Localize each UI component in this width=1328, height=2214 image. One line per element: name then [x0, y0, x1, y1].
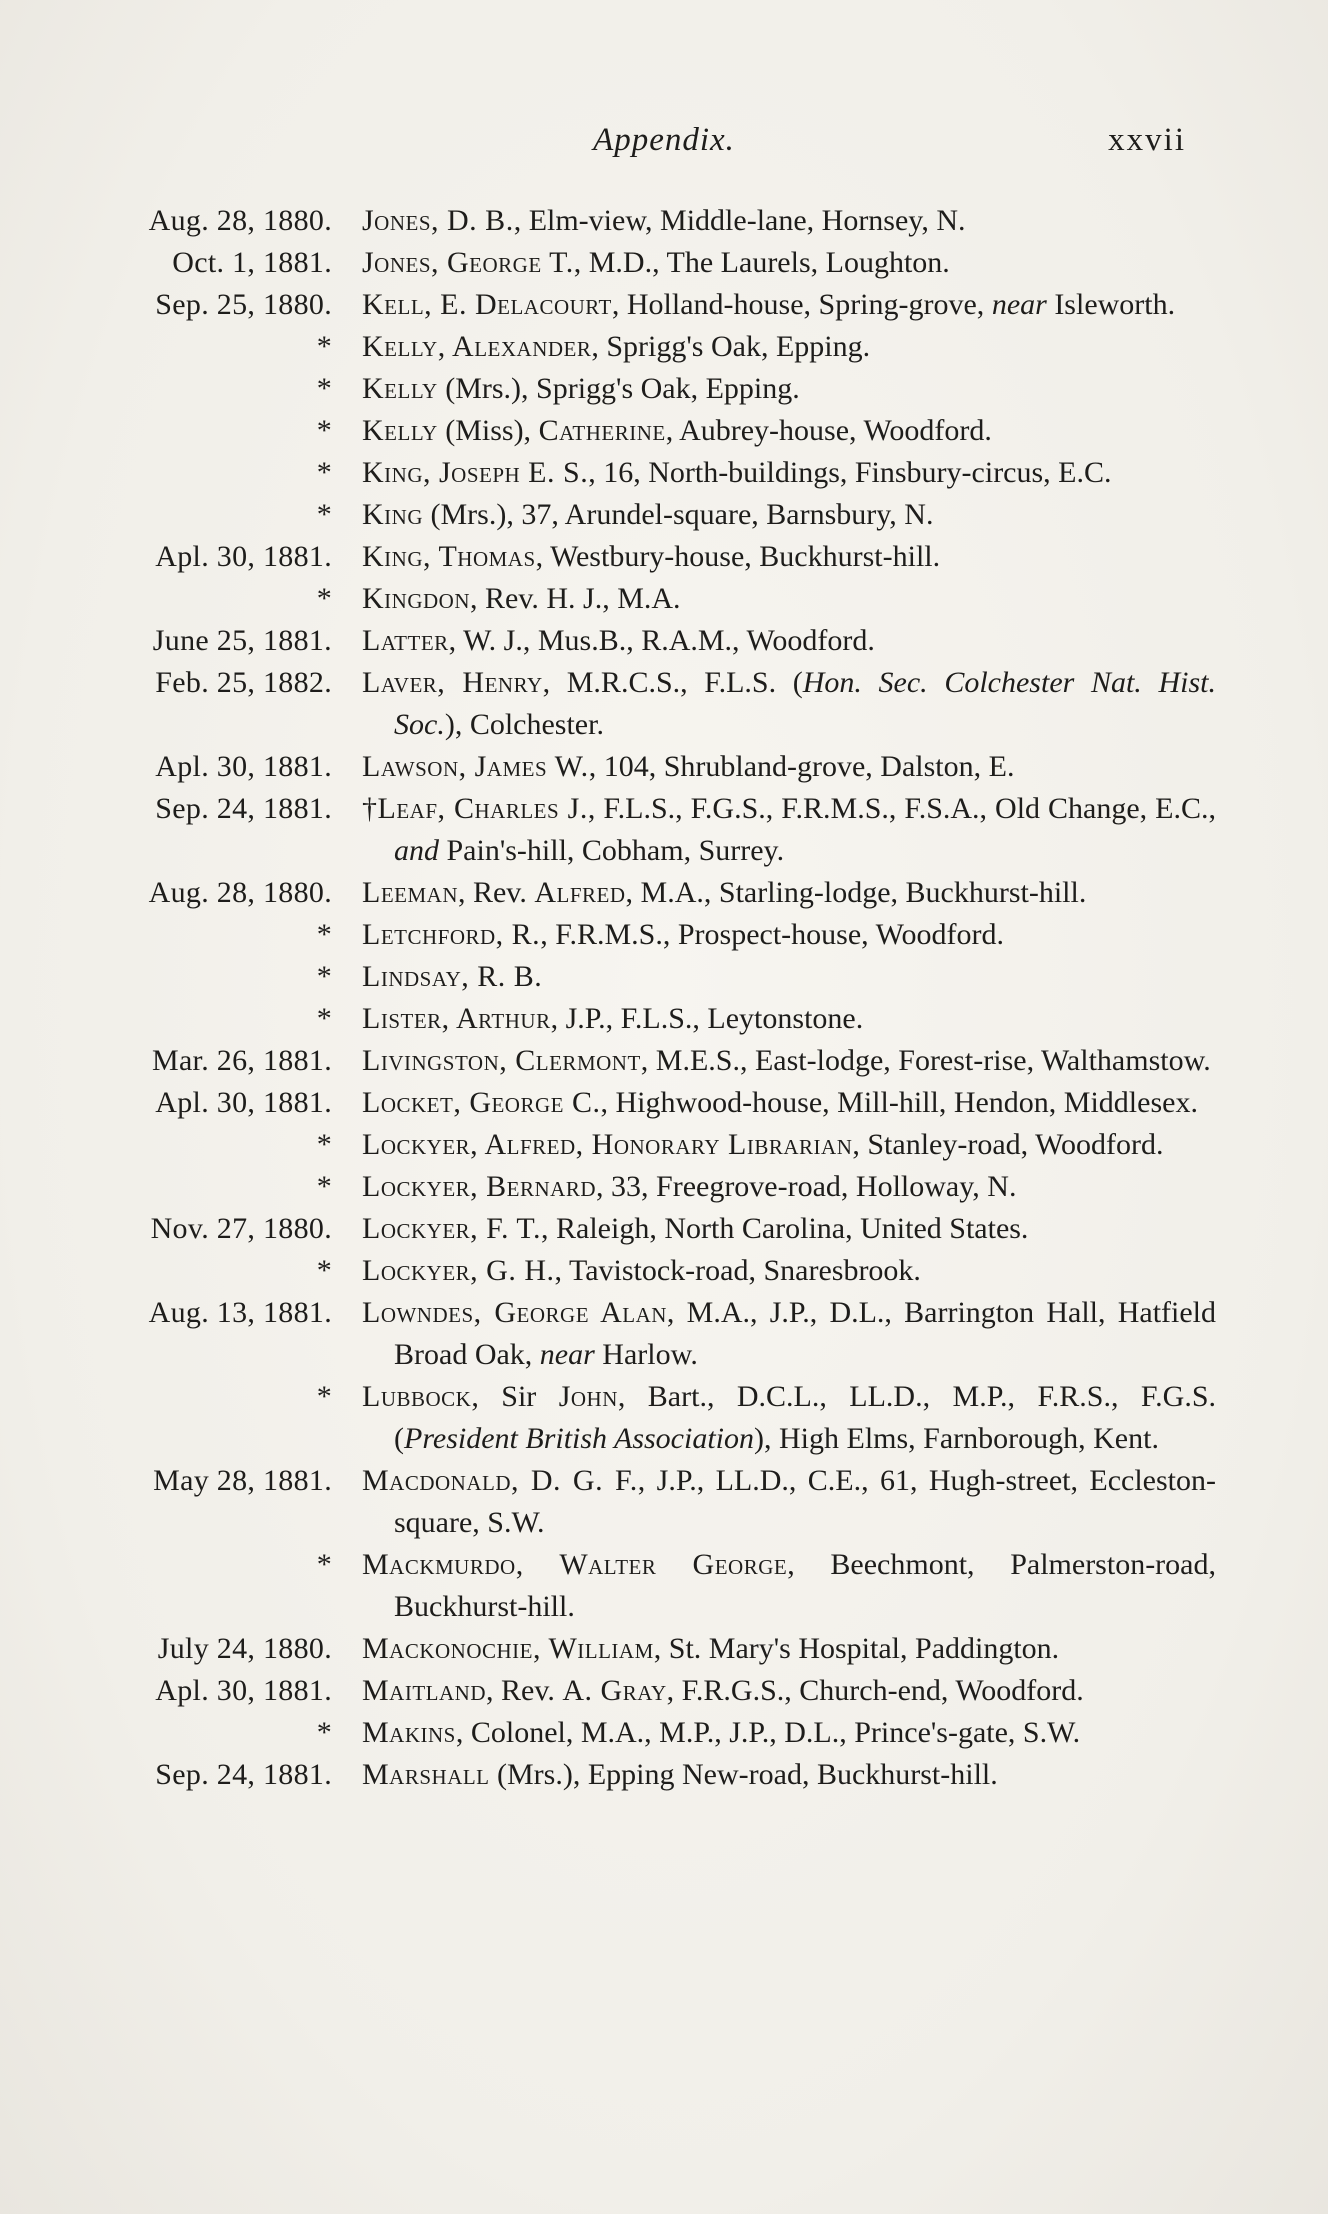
- entry-text: , Tavistock-road, Snaresbrook.: [554, 1254, 921, 1287]
- italic-text: near: [991, 288, 1047, 321]
- member-details: [362, 1754, 1216, 1796]
- member-entry: [0, 1166, 1328, 1208]
- election-date: *: [316, 918, 332, 951]
- election-date: Aug. 28, 1880.: [148, 876, 332, 909]
- member-details: [362, 1712, 1216, 1754]
- member-details: [362, 1082, 1216, 1124]
- entry-text: , Elm-view, Middle-lane, Hornsey, N.: [513, 204, 966, 237]
- member-name: Kingdon: [362, 582, 470, 615]
- member-entry: [0, 872, 1328, 914]
- entry-text: , 16, North-buildings, Finsbury-circus, E.C.: [588, 456, 1112, 489]
- member-name: Mackonochie, William: [362, 1632, 654, 1665]
- member-entry: [0, 1124, 1328, 1166]
- entry-text: , Rev.: [457, 876, 535, 909]
- member-entry: [0, 1460, 1328, 1544]
- member-entry: [0, 284, 1328, 326]
- election-date: *: [316, 1716, 332, 1749]
- entry-text: , Stanley-road, Woodford.: [852, 1128, 1164, 1161]
- member-name: Kelly, Alexander: [362, 330, 592, 363]
- member-entry: [0, 578, 1328, 620]
- member-name: Lockyer, G. H.: [362, 1254, 555, 1287]
- entry-text: ), High Elms, Farnborough, Kent.: [754, 1422, 1159, 1455]
- election-date: Aug. 28, 1880.: [148, 204, 332, 237]
- election-date: *: [316, 1380, 332, 1413]
- election-date: Sep. 25, 1880.: [155, 288, 332, 321]
- page-number: xxvii: [1108, 122, 1186, 158]
- entry-text: , Westbury-house, Buckhurst-hill.: [535, 540, 941, 573]
- member-entry: [0, 452, 1328, 494]
- member-entry: [0, 1712, 1328, 1754]
- member-name: Locket, George C.: [362, 1086, 601, 1119]
- entry-text: , Aubrey-house, Woodford.: [665, 414, 992, 447]
- member-details: [362, 1124, 1216, 1166]
- entry-text: Pain's-hill, Cobham, Surrey.: [439, 834, 785, 867]
- entry-text: (Mrs.), Sprigg's Oak, Epping.: [437, 372, 800, 405]
- election-date: *: [316, 1002, 332, 1035]
- entry-text: , M.E.S., East-lodge, Forest-rise, Walthamstow.: [640, 1044, 1211, 1077]
- election-date: Apl. 30, 1881.: [155, 1086, 332, 1119]
- member-entry: [0, 1544, 1328, 1628]
- election-date: Aug. 13, 1881.: [148, 1296, 332, 1329]
- member-details: [362, 662, 1216, 746]
- italic-text: President British Association: [404, 1422, 754, 1455]
- entry-text: , F.R.M.S., Prospect-house, Woodford.: [540, 918, 1004, 951]
- member-name: Alfred: [534, 876, 626, 909]
- member-entry: [0, 368, 1328, 410]
- entry-text: †: [362, 792, 378, 825]
- member-name: Leaf, Charles J.: [377, 792, 588, 825]
- member-details: [362, 1166, 1216, 1208]
- member-details: [362, 914, 1216, 956]
- member-details: [362, 578, 1216, 620]
- entry-text: , Rev. H. J., M.A.: [470, 582, 681, 615]
- member-name: Lockyer, Bernard: [362, 1170, 597, 1203]
- entry-text: ), Colchester.: [444, 708, 604, 741]
- entry-text: , Beechmont, Palmerston-road, Buckhurst-hill.: [394, 1548, 1216, 1623]
- member-name: Kelly: [362, 414, 438, 447]
- member-name: Lockyer, F. T.: [362, 1212, 542, 1245]
- member-details: [362, 284, 1216, 326]
- entry-text: Harlow.: [594, 1338, 698, 1371]
- member-name: Lister, Arthur: [362, 1002, 551, 1035]
- member-entry: [0, 662, 1328, 746]
- member-name: Lockyer, Alfred, Honorary Librarian: [362, 1128, 853, 1161]
- election-date: Feb. 25, 1882.: [155, 666, 332, 699]
- member-entry: [0, 914, 1328, 956]
- member-details: [362, 452, 1216, 494]
- election-date: *: [316, 456, 332, 489]
- election-date: Apl. 30, 1881.: [155, 1674, 332, 1707]
- member-details: [362, 1628, 1216, 1670]
- member-details: [362, 326, 1216, 368]
- entry-text: , Colonel, M.A., M.P., J.P., D.L., Prince's-gate, S.W.: [455, 1716, 1081, 1749]
- entry-text: , Raleigh, North Carolina, United States.: [541, 1212, 1029, 1245]
- member-name: Lowndes, George Alan: [362, 1296, 667, 1329]
- member-name: Kelly: [362, 372, 438, 405]
- member-name: Jones, George T.: [362, 246, 574, 279]
- member-details: [362, 242, 1216, 284]
- member-name: Macdonald, D. G. F.: [362, 1464, 638, 1497]
- member-name: King, Thomas: [362, 540, 536, 573]
- member-entry: [0, 494, 1328, 536]
- election-date: *: [316, 1128, 332, 1161]
- member-entry: [0, 242, 1328, 284]
- member-entry: [0, 326, 1328, 368]
- entry-text: , M.D., The Laurels, Loughton.: [573, 246, 950, 279]
- member-entry: [0, 200, 1328, 242]
- member-name: King, Joseph E. S.: [362, 456, 589, 489]
- member-name: Latter: [362, 624, 449, 657]
- member-details: [362, 620, 1216, 662]
- member-name: Catherine: [538, 414, 666, 447]
- member-details: [362, 1670, 1216, 1712]
- entry-text: (Mrs.), Epping New-road, Buckhurst-hill.: [489, 1758, 998, 1791]
- election-date: *: [316, 1170, 332, 1203]
- election-date: *: [316, 1548, 332, 1581]
- member-name: Kell, E. Delacourt: [362, 288, 612, 321]
- member-details: [362, 1544, 1216, 1628]
- entry-text: , St. Mary's Hospital, Paddington.: [653, 1632, 1060, 1665]
- member-name: Marshall: [362, 1758, 490, 1791]
- running-title: Appendix.: [593, 122, 735, 158]
- election-date: May 28, 1881.: [153, 1464, 332, 1497]
- election-date: *: [316, 372, 332, 405]
- election-date: July 24, 1880.: [157, 1632, 332, 1665]
- entry-text: (Mrs.), 37, Arundel-square, Barnsbury, N.: [423, 498, 934, 531]
- election-date: *: [316, 330, 332, 363]
- member-entry: [0, 1754, 1328, 1796]
- member-entry: [0, 536, 1328, 578]
- member-entry: [0, 1208, 1328, 1250]
- member-name: Lubbock: [362, 1380, 472, 1413]
- page-header: [0, 122, 1328, 172]
- entry-text: , J.P., LL.D., C.E., 61, Hugh-street, Eccleston-square, S.W.: [394, 1464, 1216, 1539]
- member-name: Lindsay, R. B.: [362, 960, 543, 993]
- member-entry: [0, 1670, 1328, 1712]
- member-name: John: [558, 1380, 618, 1413]
- member-details: [362, 1376, 1216, 1460]
- entry-text: , J.P., F.L.S., Leytonstone.: [550, 1002, 864, 1035]
- member-details: [362, 410, 1216, 452]
- entry-text: (Miss),: [437, 414, 539, 447]
- member-details: [362, 1460, 1216, 1544]
- entry-text: , Bart., D.C.L., LL.D., M.P., F.R.S., F.G.S. (: [394, 1380, 1217, 1455]
- member-entry: [0, 1292, 1328, 1376]
- member-details: [362, 1208, 1216, 1250]
- entry-text: Isleworth.: [1046, 288, 1176, 321]
- member-name: Livingston, Clermont: [362, 1044, 641, 1077]
- member-list: [0, 200, 1328, 1796]
- entry-text: , M.A., Starling-lodge, Buckhurst-hill.: [625, 876, 1087, 909]
- member-entry: [0, 1040, 1328, 1082]
- member-name: Laver, Henry: [362, 666, 543, 699]
- election-date: Apl. 30, 1881.: [155, 540, 332, 573]
- member-entry: [0, 1082, 1328, 1124]
- member-name: Maitland: [362, 1674, 486, 1707]
- member-entry: [0, 998, 1328, 1040]
- member-details: [362, 956, 1216, 998]
- italic-text: Hon. Sec. Colchester Nat. Hist. Soc.: [394, 666, 1216, 741]
- entry-text: , F.R.G.S., Church-end, Woodford.: [666, 1674, 1084, 1707]
- election-date: *: [316, 960, 332, 993]
- member-name: Makins: [362, 1716, 456, 1749]
- election-date: *: [316, 582, 332, 615]
- member-details: [362, 1040, 1216, 1082]
- member-details: [362, 200, 1216, 242]
- member-details: [362, 1250, 1216, 1292]
- member-entry: [0, 956, 1328, 998]
- election-date: *: [316, 1254, 332, 1287]
- member-name: King: [362, 498, 423, 531]
- entry-text: , 104, Shrubland-grove, Dalston, E.: [588, 750, 1015, 783]
- entry-text: , 33, Freegrove-road, Holloway, N.: [596, 1170, 1017, 1203]
- entry-text: , Rev.: [486, 1674, 563, 1707]
- member-name: Letchford, R.: [362, 918, 541, 951]
- member-name: A. Gray: [562, 1674, 667, 1707]
- election-date: Sep. 24, 1881.: [155, 792, 332, 825]
- entry-text: , Holland-house, Spring-grove,: [611, 288, 992, 321]
- entry-text: , Sprigg's Oak, Epping.: [591, 330, 871, 363]
- member-details: [362, 368, 1216, 410]
- member-name: Jones, D. B.: [362, 204, 514, 237]
- member-name: Leeman: [362, 876, 458, 909]
- member-entry: [0, 746, 1328, 788]
- entry-text: , Sir: [471, 1380, 559, 1413]
- entry-text: , W. J., Mus.B., R.A.M., Woodford.: [448, 624, 875, 657]
- election-date: Apl. 30, 1881.: [155, 750, 332, 783]
- member-details: [362, 872, 1216, 914]
- election-date: *: [316, 498, 332, 531]
- member-entry: [0, 788, 1328, 872]
- election-date: June 25, 1881.: [152, 624, 332, 657]
- member-entry: [0, 410, 1328, 452]
- member-details: [362, 536, 1216, 578]
- entry-text: , M.A., J.P., D.L., Barrington Hall, Hatfield Broad Oak,: [394, 1296, 1217, 1371]
- member-name: Mackmurdo, Walter George: [362, 1548, 788, 1581]
- election-date: Sep. 24, 1881.: [155, 1758, 332, 1791]
- member-entry: [0, 1376, 1328, 1460]
- election-date: *: [316, 414, 332, 447]
- member-details: [362, 494, 1216, 536]
- election-date: Oct. 1, 1881.: [172, 246, 332, 279]
- member-entry: [0, 620, 1328, 662]
- member-details: [362, 998, 1216, 1040]
- election-date: Mar. 26, 1881.: [151, 1044, 332, 1077]
- member-details: [362, 1292, 1216, 1376]
- member-entry: [0, 1628, 1328, 1670]
- italic-text: near: [539, 1338, 595, 1371]
- member-entry: [0, 1250, 1328, 1292]
- italic-text: and: [394, 834, 439, 867]
- member-details: [362, 746, 1216, 788]
- election-date: Nov. 27, 1880.: [150, 1212, 332, 1245]
- member-name: Lawson, James W.: [362, 750, 589, 783]
- entry-text: , Highwood-house, Mill-hill, Hendon, Middlesex.: [600, 1086, 1198, 1119]
- entry-text: , M.R.C.S., F.L.S. (: [542, 666, 803, 699]
- member-details: [362, 788, 1216, 872]
- entry-text: , F.L.S., F.G.S., F.R.M.S., F.S.A., Old Change, E.C.,: [587, 792, 1217, 825]
